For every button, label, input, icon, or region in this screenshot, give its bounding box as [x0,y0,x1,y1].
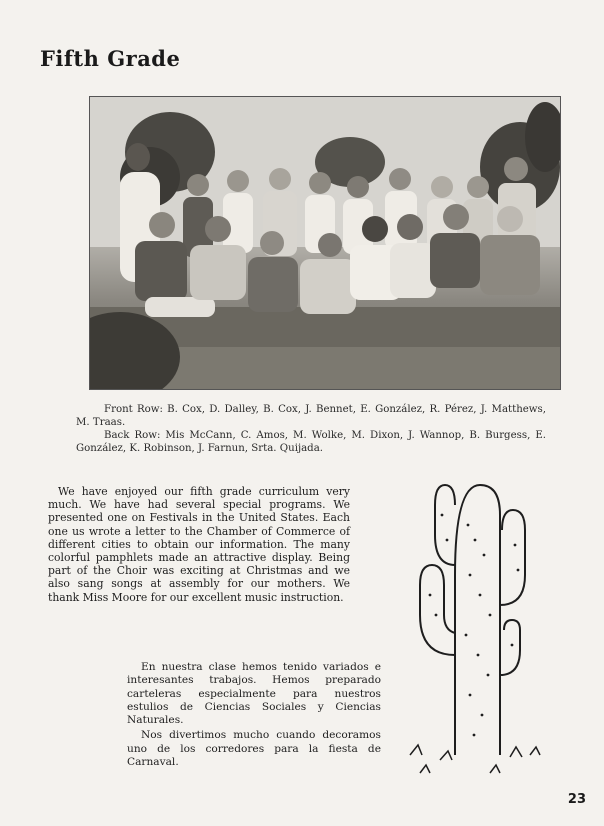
photo-caption [76,403,546,455]
page-number: 23 [567,792,586,807]
class-photo-illustration [90,97,560,389]
caption-front-row: Front Row: B. Cox, D. Dalley, B. Cox, J. Bennet, E. González, R. Pérez, J. Matthews, M. Traas. [76,404,546,428]
english-paragraph: We have enjoyed our fifth grade curriculum very much. We have had several special programs. We presented one on Festivals in the United States. Each one us wrote a letter to the Chamber of Commerce of different cities to obtain our information. The many colorful pamphlets made an attractive display. Being part of the Choir was exciting at Christmas and we also sang songs at assembly for our mothers. We thank Miss Moore for our excellent music instruction. [48,485,350,604]
cactus-drawing [400,455,550,785]
page-title: Fifth Grade [40,46,181,71]
class-group-photo [89,96,561,390]
spanish-paragraph-block [127,661,381,771]
spanish-paragraph-1: En nuestra clase hemos tenido variados e interesantes trabajos. Hemos preparado carteleras especialmente para nuestros estulios de Ciencias Sociales y Ciencias Naturales. [127,661,381,727]
caption-back-row: Back Row: Mis McCann, C. Amos, M. Wolke, M. Dixon, J. Wannop, B. Burgess, E. González, K. Robinson, J. Farnun, Srta. Quijada. [76,430,546,454]
english-paragraph-block [48,485,350,604]
spanish-paragraph-2: Nos divertimos mucho cuando decoramos uno de los corredores para la fiesta de Carnaval. [127,729,381,769]
cactus-icon [400,455,550,785]
